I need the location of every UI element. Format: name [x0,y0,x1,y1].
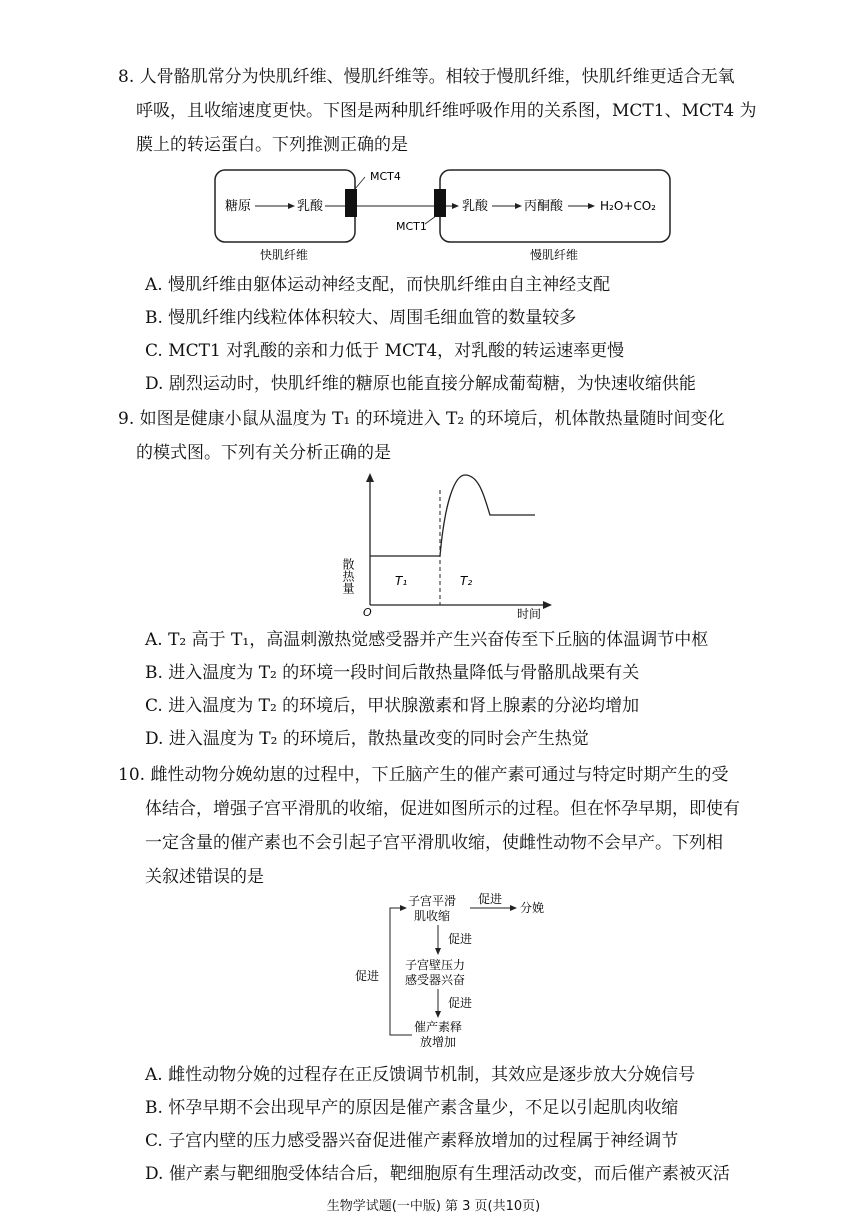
box3-line2: 放增加 [420,1035,457,1049]
lactate-right-label: 乳酸 [462,199,489,214]
products-label: H₂O+CO₂ [600,199,656,213]
box2-line2: 感受器兴奋 [405,973,466,987]
slow-fiber-label: 慢肌纤维 [530,248,579,262]
glycogen-label: 糖原 [225,199,252,214]
q9-stem-line1: 9. 如图是健康小鼠从温度为 T₁ 的环境进入 T₂ 的环境后，机体散热量随时间变化 [118,409,725,429]
q8-stem-line1: 8. 人骨骼肌常分为快肌纤维、慢肌纤维等。相较于慢肌纤维，快肌纤维更适合无氧 [118,67,735,87]
q10-option-c: C. 子宫内壁的压力感受器兴奋促进催产素释放增加的过程属于神经调节 [145,1131,679,1151]
promote-2-label: 促进 [448,996,473,1010]
q10-option-b: B. 怀孕早期不会出现早产的原因是催产素含量少，不足以引起肌肉收缩 [145,1098,679,1118]
promote-1-label: 促进 [448,932,473,946]
origin-label: O [363,606,372,619]
q8-option-d: D. 剧烈运动时，快肌纤维的糖原也能直接分解成葡萄糖，为快速收缩供能 [145,374,696,394]
t2-label: T₂ [460,574,473,588]
promote-top-label: 促进 [478,892,503,906]
box3-line1: 催产素释 [414,1020,463,1034]
q9-option-a: A. T₂ 高于 T₁，高温刺激热觉感受器并产生兴奋传至下丘脑的体温调节中枢 [145,630,709,650]
q10-diagram [350,885,570,1060]
q10-stem-line1: 10. 雌性动物分娩幼崽的过程中，下丘脑产生的催产素可通过与特定时期产生的受 [118,765,729,785]
mct4-transporter [345,189,357,217]
mct1-label: MCT1 [396,220,427,233]
q8-stem-line3: 膜上的转运蛋白。下列推测正确的是 [136,135,408,155]
heat-dissipation-curve [370,475,535,556]
q9-option-d: D. 进入温度为 T₂ 的环境后，散热量改变的同时会产生热觉 [145,729,589,749]
t1-label: T₁ [395,574,408,588]
q8-option-a: A. 慢肌纤维由躯体运动神经支配，而快肌纤维由自主神经支配 [145,275,611,295]
x-axis-label: 时间 [517,607,542,620]
box1-line2: 肌收缩 [414,909,451,923]
q10-option-a: A. 雌性动物分娩的过程存在正反馈调节机制，其效应是逐步放大分娩信号 [145,1065,696,1085]
y-axis-label: 散热量 [341,558,355,594]
q10-option-d: D. 催产素与靶细胞受体结合后，靶细胞原有生理活动改变，而后催产素被灭活 [145,1164,730,1184]
q9-option-c: C. 进入温度为 T₂ 的环境后，甲状腺激素和肾上腺素的分泌均增加 [145,696,640,716]
mct4-label: MCT4 [370,170,401,183]
q9-chart [340,470,560,620]
q8-option-c: C. MCT1 对乳酸的亲和力低于 MCT4，对乳酸的转运速率更慢 [145,341,625,361]
box2-line1: 子宫壁压力 [405,958,466,972]
mct1-transporter [434,189,446,217]
lactate-left-label: 乳酸 [297,199,324,214]
q9-option-b: B. 进入温度为 T₂ 的环境一段时间后散热量降低与骨骼肌战栗有关 [145,663,640,683]
q8-stem-line2: 呼吸，且收缩速度更快。下图是两种肌纤维呼吸作用的关系图，MCT1、MCT4 为 [136,101,757,121]
q8-option-b: B. 慢肌纤维内线粒体体积较大、周围毛细血管的数量较多 [145,308,577,328]
q10-stem-line3: 一定含量的催产素也不会引起子宫平滑肌收缩，使雌性动物不会早产。下列相 [145,833,723,853]
promote-left-label: 促进 [355,969,380,983]
pyruvate-label: 丙酮酸 [524,199,564,214]
q9-stem-line2: 的模式图。下列有关分析正确的是 [136,443,391,463]
q8-diagram [200,162,680,262]
q10-stem-line4: 关叙述错误的是 [145,867,264,887]
birth-label: 分娩 [520,901,545,915]
box1-line1: 子宫平滑 [408,894,457,908]
fast-fiber-label: 快肌纤维 [260,248,309,262]
q10-stem-line2: 体结合，增强子宫平滑肌的收缩，促进如图所示的过程。但在怀孕早期，即使有 [145,799,740,819]
page-footer: 生物学试题(一中版) 第 3 页(共10页) [326,1199,541,1214]
